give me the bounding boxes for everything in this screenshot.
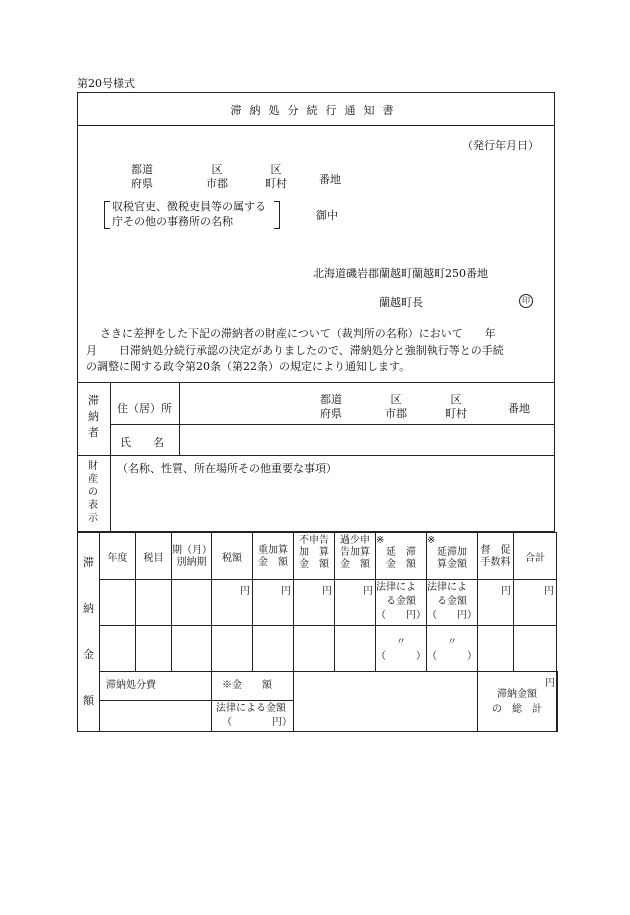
property-side-char2: 産 <box>88 474 98 485</box>
recipient-line1: 収税官吏、徴税吏員等の属する <box>112 200 266 213</box>
header-entaikasan <box>427 533 478 580</box>
taxpayer-kugunshi-line2: 市郡 <box>385 407 407 420</box>
taxpayer-side-label <box>88 393 99 441</box>
row2-tokusoku <box>478 626 514 672</box>
header-kibetsu <box>172 533 212 580</box>
row2-kashoshin <box>335 626 376 672</box>
property-note: （名称、性質、所在場所その他重要な事項） <box>117 462 337 475</box>
tokusoku-lines <box>478 543 513 569</box>
header-gokei: 合計 <box>514 533 557 580</box>
header-kashoshin <box>335 533 376 580</box>
entaikasan-line1: ※ <box>427 535 436 546</box>
property-side-char4: 表 <box>88 500 98 511</box>
row2-zeimoku <box>136 626 172 672</box>
property-side-char3: の <box>88 487 98 498</box>
entaikasan-line2: 延滞加 <box>437 547 467 558</box>
kuchoson-label <box>265 163 287 191</box>
entai-line3: 金 額 <box>386 559 416 570</box>
sender-name: 蘭越町長 <box>379 296 423 309</box>
todofuken-label <box>131 163 153 191</box>
kuchoson-line2: 町村 <box>265 177 287 190</box>
taxpayer-kugunshi <box>385 393 407 421</box>
entaikasan-lines <box>427 533 477 571</box>
fushinkoku-line2: 加 算 <box>299 547 329 558</box>
tokusoku-line2: 手数料 <box>480 557 511 568</box>
kome-kingaku-label: ※金 額 <box>212 672 293 701</box>
entai-ditto-block <box>376 626 426 664</box>
kome-kingaku-cell <box>212 672 294 732</box>
todofuken-line2: 府県 <box>131 177 153 190</box>
recipient-line2: 庁その他の事務所の名称 <box>112 215 233 228</box>
sender-address: 北海道磯岩郡蘭越町蘭越町250番地 <box>313 267 488 280</box>
legal-paren-yen: （ 円） <box>376 610 426 621</box>
taxpayer-side-char2: 納 <box>88 410 99 423</box>
row2-jukasan <box>253 626 294 672</box>
left-bracket <box>104 201 110 229</box>
row2-fushinkoku <box>294 626 335 672</box>
legal-line2: る金額 <box>437 596 467 607</box>
kugunshi-line2: 市郡 <box>206 177 228 190</box>
jukasan-lines <box>253 543 293 569</box>
taxpayer-kuchoson-line1: 区 <box>450 393 462 406</box>
form-number: 第20号様式 <box>77 77 135 90</box>
row1-nendo <box>100 580 136 626</box>
amount-side-char2: 納 <box>83 602 94 615</box>
amount-table <box>77 532 558 732</box>
entai-lines <box>376 533 426 571</box>
fushinkoku-lines <box>294 533 334 571</box>
header-jukasan <box>253 533 294 580</box>
taxpayer-side-char1: 滞 <box>88 394 99 407</box>
legal-line1: 法律によ <box>427 582 467 593</box>
yen-unit: 円 <box>240 586 250 597</box>
total-value-cell <box>545 672 558 732</box>
taxpayer-side-char3: 者 <box>88 426 99 439</box>
kashoshin-line3: 金 額 <box>340 559 370 570</box>
kugunshi-label <box>206 163 228 191</box>
entaikasan-ditto-block <box>427 626 477 664</box>
yen-unit: 円 <box>545 678 555 689</box>
property-side-label <box>88 460 98 525</box>
yen-unit: 円 <box>281 586 291 597</box>
row1-gokei <box>514 580 557 626</box>
paren-blank: （ ） <box>427 651 477 662</box>
name-label: 氏 名 <box>120 436 164 449</box>
kashoshin-line2: 告加算 <box>340 547 370 558</box>
onchu-label: 御中 <box>316 209 338 222</box>
legal-full-block <box>212 701 293 730</box>
amount-side-char4: 額 <box>83 694 94 707</box>
shobunhi-cell <box>100 672 212 732</box>
tokusoku-line1: 督 促 <box>480 545 511 556</box>
ditto-mark: 〃 <box>447 637 457 648</box>
row1-jukasan <box>253 580 294 626</box>
banchi-label: 番地 <box>319 173 341 186</box>
taxpayer-todofuken-line1: 都道 <box>320 393 342 406</box>
kashoshin-lines <box>335 533 375 571</box>
yen-unit: 円 <box>501 586 511 597</box>
header-entai <box>376 533 427 580</box>
total-label-line2: の 総 計 <box>492 703 542 715</box>
row2-entai <box>376 626 427 672</box>
row1-kibetsu <box>172 580 212 626</box>
page-title: 滞納処分続行通知書 <box>230 104 402 117</box>
total-label-line1: 滞納金額 <box>497 688 537 700</box>
issue-date-label: （発行年月日） <box>462 139 539 152</box>
row2-gokei <box>514 626 557 672</box>
row2-nendo <box>100 626 136 672</box>
amount-side-cell <box>78 533 100 732</box>
entai-line2: 延 滞 <box>386 547 416 558</box>
yen-unit: 円 <box>322 586 332 597</box>
kibetsu-line1: 期（月） <box>172 545 212 556</box>
body-line3: の調整に関する政令第20条（第22条）の規定により通知します。 <box>86 360 411 373</box>
row1-tokusoku <box>478 580 514 626</box>
fushinkoku-line1: 不申告 <box>299 535 329 546</box>
header-nendo: 年度 <box>100 533 136 580</box>
row1-entai <box>376 580 427 626</box>
header-zeimoku: 税目 <box>136 533 172 580</box>
seal-icon: 印 <box>519 294 533 308</box>
fushinkoku-line3: 金 額 <box>299 559 329 570</box>
header-zeigaku: 税額 <box>212 533 253 580</box>
row1-zeigaku <box>212 580 253 626</box>
row1-fushinkoku <box>294 580 335 626</box>
row2-zeigaku <box>212 626 253 672</box>
kuchoson-line1: 区 <box>270 163 282 176</box>
legal-line2: る金額 <box>386 596 416 607</box>
legal-full-paren: （ 円） <box>222 717 292 728</box>
paren-blank: （ ） <box>376 651 426 662</box>
entai-line1: ※ <box>376 535 385 546</box>
legal-line1: 法律によ <box>376 582 416 593</box>
taxpayer-kuchoson <box>445 393 467 421</box>
property-side-char1: 財 <box>88 461 98 472</box>
jukasan-line2: 金 額 <box>258 557 288 568</box>
kibetsu-lines <box>172 543 211 569</box>
amount-side-char1: 滞 <box>83 556 94 569</box>
row2-kibetsu <box>172 626 212 672</box>
ditto-mark: 〃 <box>396 637 406 648</box>
header-tokusoku <box>478 533 514 580</box>
row2-entaikasan <box>427 626 478 672</box>
body-line1: さきに差押をした下記の滞納者の財産について（裁判所の名称）において 年 <box>100 327 496 340</box>
entai-legal-block <box>376 580 426 623</box>
kashoshin-line1: 過少申 <box>340 535 370 546</box>
property-side-char5: 示 <box>88 513 98 524</box>
row1-zeimoku <box>136 580 172 626</box>
yen-unit: 円 <box>544 586 554 597</box>
entaikasan-legal-block <box>427 580 477 623</box>
entaikasan-line3: 算金額 <box>437 559 467 570</box>
taxpayer-kuchoson-line2: 町村 <box>445 407 467 420</box>
total-label <box>478 687 556 717</box>
amount-side-char3: 金 <box>83 648 94 661</box>
legal-full-label: 法律による金額 <box>216 703 286 714</box>
blank-cell <box>294 672 478 732</box>
legal-paren-yen: （ 円） <box>427 610 477 621</box>
shobunhi-label: 滞納処分費 <box>100 672 211 701</box>
taxpayer-banchi: 番地 <box>508 402 530 415</box>
amount-side-label <box>78 540 99 724</box>
row1-entaikasan <box>427 580 478 626</box>
jukasan-line1: 重加算 <box>258 545 288 556</box>
right-bracket <box>274 201 280 229</box>
kugunshi-line1: 区 <box>211 163 223 176</box>
todofuken-line1: 都道 <box>131 163 153 176</box>
title-row <box>78 93 554 126</box>
row1-kashoshin <box>335 580 376 626</box>
taxpayer-kugunshi-line1: 区 <box>390 393 402 406</box>
address-label: 住（居）所 <box>117 402 172 415</box>
kibetsu-line2: 別納期 <box>176 557 207 568</box>
body-line2: 月 日滞納処分続行承認の決定がありましたので、滞納処分と強制執行等との手続 <box>86 344 504 357</box>
taxpayer-todofuken-line2: 府県 <box>320 407 342 420</box>
recipient-name-block <box>112 199 266 229</box>
header-fushinkoku <box>294 533 335 580</box>
yen-unit: 円 <box>363 586 373 597</box>
taxpayer-todofuken <box>320 393 342 421</box>
